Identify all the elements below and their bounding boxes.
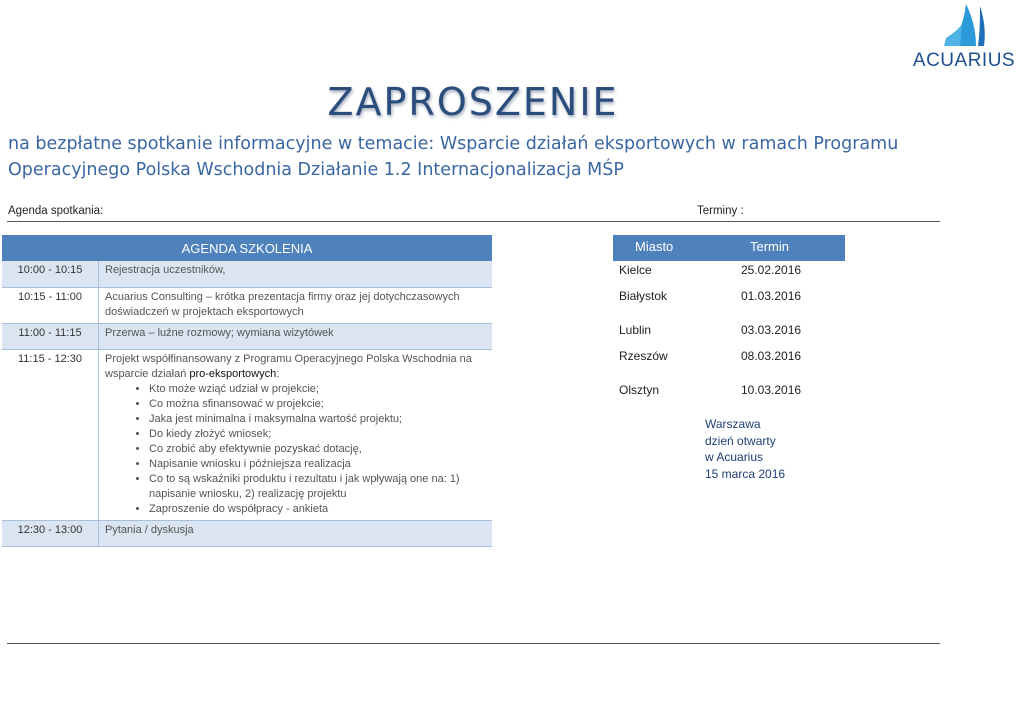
list-item: • Jaka jest minimalna i maksymalna wartość projektu;: [149, 412, 486, 427]
acuarius-logo: [912, 4, 1016, 71]
term-date: 10.03.2016: [741, 383, 802, 397]
list-item: • Kto może wziąć udział w projekcie;: [149, 382, 486, 397]
terms-header-date: Termin: [750, 239, 790, 254]
list-item: • Napisanie wniosku i późniejsza realizacja: [149, 457, 486, 472]
term-city: Olsztyn: [619, 383, 660, 397]
agenda-time: 11:15 - 12:30: [2, 349, 99, 520]
agenda-header: AGENDA SZKOLENIA: [2, 235, 492, 261]
term-city: Kielce: [619, 263, 652, 277]
agenda-label: Agenda spotkania:: [8, 205, 104, 217]
agenda-time: 10:15 - 11:00: [2, 287, 99, 323]
terms-table: [613, 235, 845, 397]
term-city: Lublin: [619, 323, 652, 337]
table-row: [2, 287, 492, 323]
table-row: [2, 261, 492, 287]
agenda-item: Rejestracja uczestników,: [99, 261, 493, 287]
sails-icon: [942, 4, 988, 50]
list-item: • Do kiedy złożyć wniosek;: [149, 427, 486, 442]
term-city: Białystok: [619, 289, 668, 303]
list-item: • Co można sfinansować w projekcie;: [149, 397, 486, 412]
agenda-table: [2, 235, 492, 547]
agenda-item-colon: :: [276, 367, 280, 380]
agenda-item: Acuarius Consulting – krótka prezentacja firmy oraz jej dotychczasowych doświadczeń w projektach eksportowych: [105, 290, 460, 318]
warsaw-line: Warszawa: [705, 417, 761, 431]
agenda-item: Pytania / dyskusja: [99, 520, 493, 546]
agenda-item: [99, 349, 493, 520]
agenda-bullet-list: [105, 382, 486, 517]
table-row: [2, 323, 492, 349]
list-item: • Co to są wskaźniki produktu i rezultatu i jak wpływają one na: 1) napisanie wniosku, 2) realizację projektu: [149, 472, 486, 502]
agenda-time: 10:00 - 10:15: [2, 261, 99, 287]
logo-text: ACUARIUS: [912, 50, 1016, 71]
list-item: • Co zrobić aby efektywnie pozyskać dotację,: [149, 442, 486, 457]
table-row: [2, 520, 492, 546]
divider-bottom: [7, 643, 940, 644]
agenda-item: Przerwa – luźne rozmowy; wymiana wizytówek: [99, 323, 493, 349]
page-title: ZAPROSZENIE: [327, 80, 619, 124]
term-city: Rzeszów: [619, 349, 668, 363]
page-subtitle: na bezpłatne spotkanie informacyjne w temacie: Wsparcie działań eksportowych w ramach Programu Operacyjnego Polska Wschodnia Działanie 1.2 Internacjonalizacja MŚP: [8, 134, 899, 180]
term-date: 25.02.2016: [741, 263, 802, 277]
table-row: [2, 349, 492, 520]
warsaw-line: w Acuarius: [705, 450, 764, 464]
divider-top: [7, 221, 940, 222]
agenda-time: 11:00 - 11:15: [2, 323, 99, 349]
agenda-time: 12:30 - 13:00: [2, 520, 99, 546]
agenda-item-highlight: pro-eksportowych: [189, 367, 277, 380]
warsaw-line: dzień otwarty: [705, 433, 776, 448]
agenda-item-intro: Projekt współfinansowany z Programu Operacyjnego Polska Wschodnia na wsparcie działań: [105, 352, 472, 380]
term-date: 01.03.2016: [741, 289, 802, 303]
terms-header-city: Miasto: [635, 239, 674, 254]
warsaw-open-day: [705, 416, 785, 482]
warsaw-line: 15 marca 2016: [705, 466, 786, 481]
term-date: 08.03.2016: [741, 349, 802, 363]
terminy-label: Terminy :: [697, 205, 744, 217]
terms-header: [613, 235, 845, 261]
term-date: 03.03.2016: [741, 323, 802, 337]
list-item: • Zaproszenie do współpracy - ankieta: [149, 502, 486, 517]
